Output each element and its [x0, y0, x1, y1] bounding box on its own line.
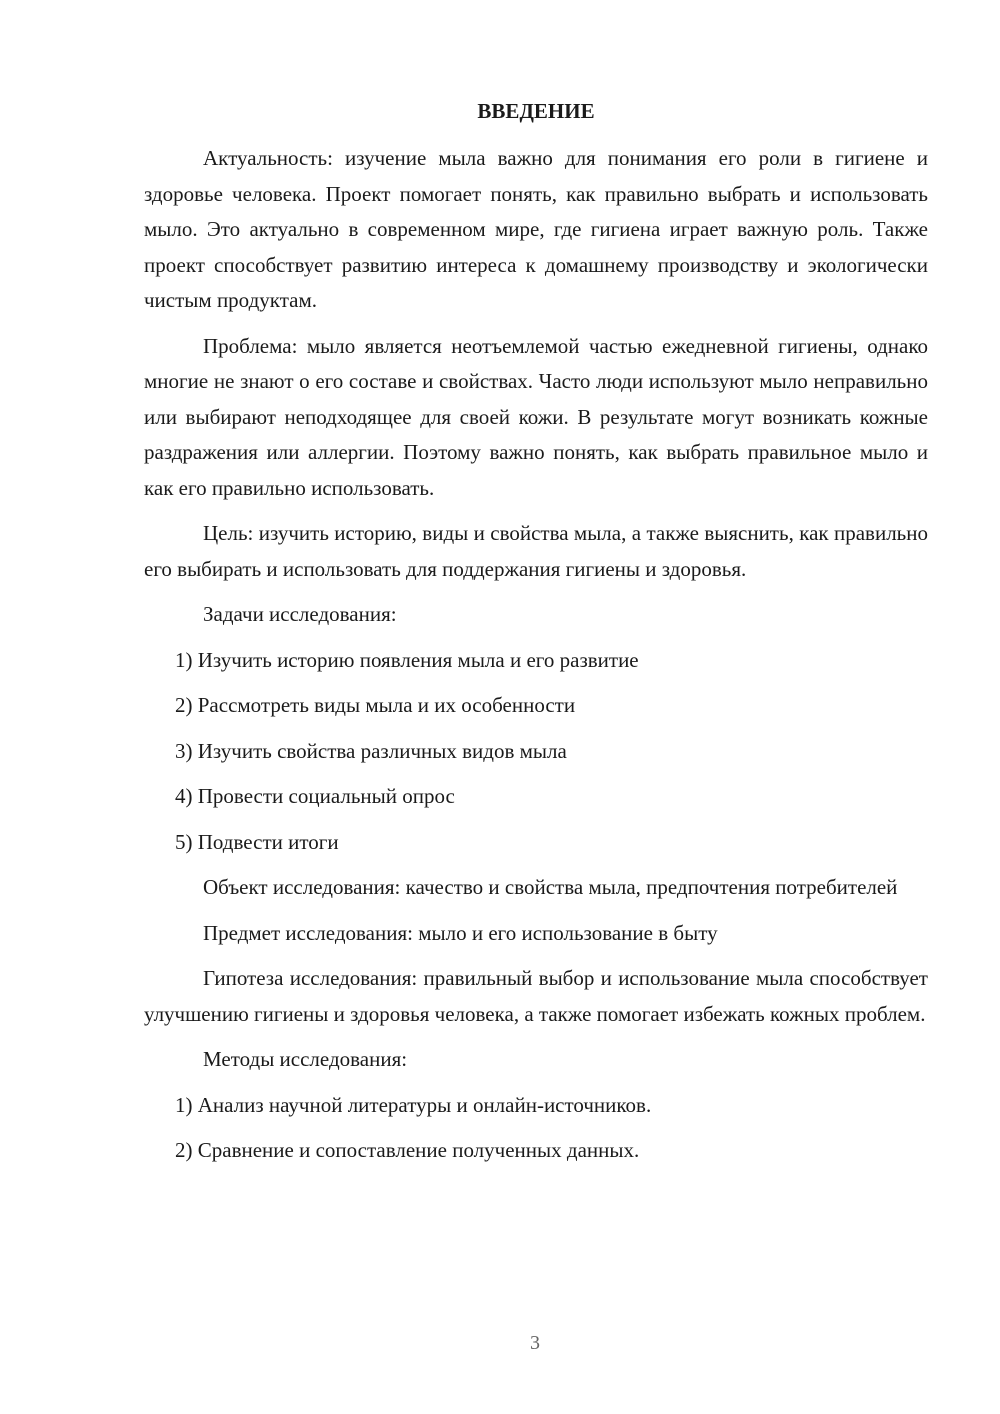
list-item: 4) Провести социальный опрос	[175, 784, 455, 808]
hypothesis-paragraph: Гипотеза исследования: правильный выбор и использование мыла способствует улучшению гигиены и здоровья человека, а также помогает избежать кожных проблем.	[144, 966, 928, 1026]
section-title: ВВЕДЕНИЕ	[477, 99, 595, 123]
methods-list	[144, 1088, 928, 1169]
list-item: 1) Анализ научной литературы и онлайн-источников.	[175, 1092, 652, 1117]
tasks-list	[144, 643, 928, 861]
list-item: 5) Подвести итоги	[175, 829, 339, 854]
object-paragraph: Объект исследования: качество и свойства мыла, предпочтения потребителей	[203, 875, 898, 899]
list-item: 2) Рассмотреть виды мыла и их особенности	[175, 693, 576, 717]
methods-heading: Методы исследования:	[203, 1047, 408, 1071]
problem-paragraph: Проблема: мыло является неотъемлемой частью ежедневной гигиены, однако многие не знают о его составе и свойствах. Часто люди используют мыло неправильно или выбирают неподходящее для своей кожи. В результате могут возникать кожные раздражения или аллергии. Поэтому важно понять, как выбрать правильное мыло и как его правильно использовать.	[144, 333, 928, 500]
list-item: 3) Изучить свойства различных видов мыла	[175, 738, 567, 763]
list-item: 2) Сравнение и сопоставление полученных данных.	[175, 1138, 640, 1162]
subject-paragraph: Предмет исследования: мыло и его использование в быту	[203, 920, 718, 945]
list-item: 1) Изучить историю появления мыла и его развитие	[175, 647, 639, 672]
tasks-heading: Задачи исследования:	[203, 602, 397, 626]
relevance-paragraph: Актуальность: изучение мыла важно для понимания его роли в гигиене и здоровье человека. Проект помогает понять, как правильно выбрать и использовать мыло. Это актуально в современном мире, где гигиена играет важную роль. Также проект способствует развитию интереса к домашнему производству и экологически чистым продуктам.	[144, 146, 928, 312]
goal-paragraph: Цель: изучить историю, виды и свойства мыла, а также выяснить, как правильно его выбирать и использовать для поддержания гигиены и здоровья.	[144, 521, 928, 581]
page-number: 3	[530, 1332, 540, 1354]
page-content	[144, 95, 928, 1179]
